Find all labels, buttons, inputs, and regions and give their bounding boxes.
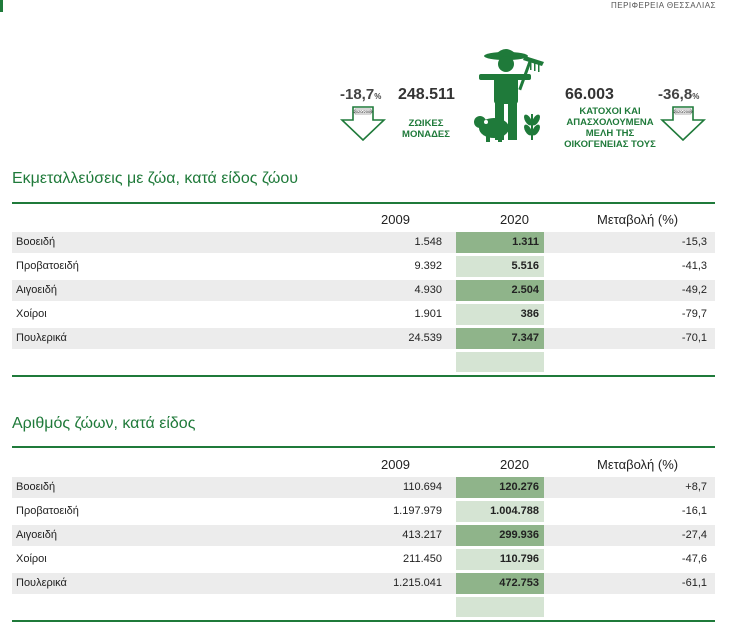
value-2020: 386 (456, 304, 544, 325)
value-2009: 1.215.041 (393, 577, 442, 589)
value-2020: 120.276 (456, 477, 544, 498)
down-arrow-icon (660, 106, 706, 142)
table1-highlight-spacer (456, 352, 544, 372)
row-label: Βοοειδή (16, 481, 56, 493)
row-label: Προβατοειδή (16, 505, 79, 517)
table1-header-change: Μεταβολή (%) (597, 212, 679, 227)
table1-top-rule (12, 202, 715, 204)
table1-bottom-rule (12, 375, 715, 377)
change-percent: -47,6 (681, 553, 707, 565)
table2-header-2009: 2009 (381, 457, 410, 472)
change-percent: -79,7 (681, 308, 707, 320)
row-label: Αιγοειδή (16, 284, 57, 296)
table2-top-rule (12, 446, 715, 448)
table2-header-2020: 2020 (500, 457, 529, 472)
value-2020: 299.936 (456, 525, 544, 546)
down-arrow-icon (340, 106, 386, 142)
table2-header-change: Μεταβολή (%) (597, 457, 679, 472)
change-percent: -16,1 (681, 505, 707, 517)
value-2009: 1.197.979 (393, 505, 442, 517)
table-row (12, 525, 715, 546)
right-year-tag: 2020/2009 (673, 109, 693, 114)
value-2009: 211.450 (403, 553, 442, 565)
left-label-line-1: ΖΩΙΚΕΣ (408, 118, 444, 129)
table-row (12, 501, 715, 522)
right-value: 66.003 (565, 86, 614, 103)
row-label: Προβατοειδή (16, 260, 79, 272)
value-2020: 110.796 (456, 549, 544, 570)
value-2009: 110.694 (403, 481, 442, 493)
row-label: Χοίροι (16, 553, 47, 565)
table-row (12, 328, 715, 349)
value-2020: 2.504 (456, 280, 544, 301)
corner-accent (0, 0, 3, 12)
change-percent: -15,3 (681, 236, 707, 248)
value-2009: 413.217 (402, 529, 442, 541)
change-percent: -49,2 (681, 284, 707, 296)
row-label: Πουλερικά (16, 577, 67, 589)
farmer-illustration-icon (462, 44, 552, 144)
table-row (12, 477, 715, 498)
right-label-line-4: ΟΙΚΟΓΕΝΕΙΑΣ ΤΟΥΣ (564, 139, 656, 150)
table1-header-2020: 2020 (500, 212, 529, 227)
left-year-tag: 2020/2009 (353, 109, 373, 114)
table-row (12, 549, 715, 570)
row-label: Βοοειδή (16, 236, 56, 248)
change-percent: +8,7 (685, 481, 707, 493)
right-change-unit: % (692, 92, 700, 101)
table2-highlight-spacer (456, 597, 544, 617)
change-percent: -41,3 (681, 260, 707, 272)
row-label: Αιγοειδή (16, 529, 57, 541)
change-percent: -27,4 (681, 529, 707, 541)
left-label (396, 118, 456, 140)
table-row (12, 232, 715, 253)
table2-bottom-rule (12, 620, 715, 622)
right-change-value: -36,8 (658, 86, 693, 103)
value-2009: 9.392 (414, 260, 442, 272)
table1-title: Εκμεταλλεύσεις με ζώα, κατά είδος ζώου (12, 170, 298, 187)
right-label-line-3: ΜΕΛΗ ΤΗΣ (585, 128, 635, 139)
table-row (12, 304, 715, 325)
table-row (12, 573, 715, 594)
left-label-line-2: ΜΟΝΑΔΕΣ (402, 129, 450, 140)
value-2009: 1.548 (414, 236, 442, 248)
change-percent: -61,1 (681, 577, 707, 589)
row-label: Πουλερικά (16, 332, 67, 344)
right-label-line-1: ΚΑΤΟΧΟΙ ΚΑΙ (579, 106, 641, 117)
table1-header-2009: 2009 (381, 212, 410, 227)
table-row (12, 256, 715, 277)
change-percent: -70,1 (681, 332, 707, 344)
value-2020: 7.347 (456, 328, 544, 349)
left-change (340, 86, 381, 103)
right-label (555, 106, 665, 150)
left-change-unit: % (374, 92, 382, 101)
right-label-line-2: ΑΠΑΣΧΟΛΟΥΜΕΝΑ (566, 117, 654, 128)
value-2020: 1.004.788 (456, 501, 544, 522)
value-2009: 1.901 (414, 308, 442, 320)
value-2020: 472.753 (456, 573, 544, 594)
value-2009: 24.539 (408, 332, 442, 344)
table2-title: Αριθμός ζώων, κατά είδος (12, 415, 196, 432)
value-2009: 4.930 (414, 284, 442, 296)
value-2020: 1.311 (456, 232, 544, 253)
value-2020: 5.516 (456, 256, 544, 277)
left-value: 248.511 (398, 86, 455, 103)
table-row (12, 280, 715, 301)
left-change-value: -18,7 (340, 86, 375, 103)
region-name: ΠΕΡΙΦΕΡΕΙΑ ΘΕΣΣΑΛΙΑΣ (610, 1, 716, 10)
row-label: Χοίροι (16, 308, 47, 320)
right-change (658, 86, 699, 103)
